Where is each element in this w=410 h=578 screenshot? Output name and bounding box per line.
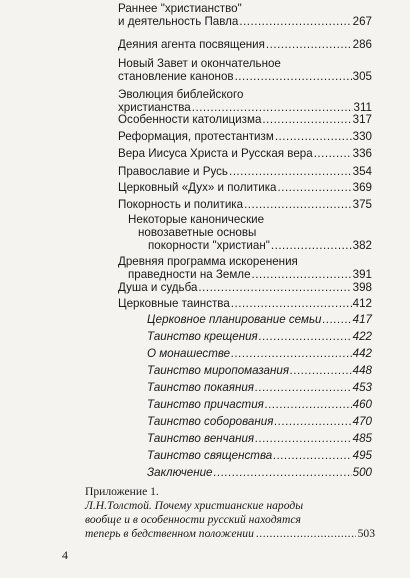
dot-leader	[244, 198, 352, 211]
dot-leader	[256, 527, 356, 541]
toc-subentry-title: Таинство миропомазания	[147, 364, 290, 377]
toc-subentry	[147, 364, 372, 377]
dot-leader	[235, 70, 352, 83]
toc-entry	[118, 38, 372, 51]
toc-subentry	[147, 381, 372, 394]
toc-page-number: 448	[352, 364, 372, 377]
toc-entry	[118, 2, 372, 28]
appendix-line: вообще и в особенности русский находятся	[85, 513, 301, 526]
toc-page-number: 470	[352, 415, 372, 428]
dot-leader	[275, 130, 352, 143]
toc-subentry-title: Таинство венчания	[147, 432, 255, 445]
toc-page-number: 453	[352, 381, 372, 394]
toc-page-number: 422	[352, 330, 372, 343]
appendix-body	[85, 499, 375, 541]
appendix-line: Л.Н.Толстой. Почему христианские народы	[85, 499, 304, 512]
toc-entry-line: Некоторые канонические	[128, 213, 265, 226]
toc-entry	[118, 281, 372, 294]
dot-leader	[259, 330, 352, 343]
dot-leader	[265, 398, 352, 411]
toc-page-number: 417	[352, 313, 372, 326]
toc-page-number: 485	[352, 432, 372, 445]
toc-entry	[118, 165, 372, 178]
toc-entry	[128, 213, 372, 252]
toc-entry	[118, 57, 372, 83]
dot-leader	[274, 415, 351, 428]
toc-entry	[118, 113, 372, 126]
toc-entry-line: праведности на Земле	[128, 268, 251, 281]
dot-leader	[278, 181, 352, 194]
toc-subentry-title: Таинство священства	[147, 449, 273, 462]
toc-entry-line: Раннее "христианство"	[118, 2, 242, 15]
toc-entry	[118, 147, 372, 160]
toc-entry-line: Православие и Русь	[118, 165, 228, 178]
dot-leader	[198, 281, 351, 294]
toc-entry-line: Новый Завет и окончательное	[118, 57, 281, 70]
toc-page-number: 317	[352, 113, 372, 126]
toc-entry	[118, 297, 372, 310]
dot-leader	[314, 147, 352, 160]
appendix-heading: Приложение 1.	[85, 485, 159, 498]
dot-leader	[271, 239, 352, 252]
toc-entry-line: покорности "христиан"	[148, 239, 270, 252]
toc-subentry-title: О монашестве	[147, 347, 231, 360]
appendix-page-number: 503	[357, 527, 375, 540]
toc-page-number: 305	[352, 70, 372, 83]
toc-entry	[118, 255, 372, 281]
toc-entry	[118, 198, 372, 211]
toc-page-number: 311	[353, 101, 372, 114]
toc-entry-line: Церковный «Дух» и политика	[118, 181, 277, 194]
toc-entry-line: Вера Иисуса Христа и Русская вера	[118, 147, 313, 160]
page-number: 4	[62, 548, 68, 562]
toc-entry-line: Особенности католицизма	[118, 113, 262, 126]
dot-leader	[255, 381, 352, 394]
dot-leader	[252, 268, 352, 281]
toc-subentry	[147, 415, 372, 428]
toc-page-number: 460	[352, 398, 372, 411]
dot-leader	[273, 449, 351, 462]
toc-page-number: 267	[352, 15, 372, 28]
toc-page-number: 382	[352, 239, 372, 252]
toc-entry-line: Душа и судьба	[118, 281, 198, 294]
toc-entry-line: становление канонов	[118, 70, 234, 83]
appendix-entry	[85, 485, 375, 541]
toc-subentry-title: Таинство соборования	[147, 415, 274, 428]
toc-entry	[118, 130, 372, 143]
toc-page-number: 412	[352, 297, 372, 310]
toc-subentry	[147, 449, 372, 462]
dot-leader	[266, 38, 352, 51]
toc-entry-line: Покорность и политика	[118, 198, 244, 211]
dot-leader	[262, 113, 351, 126]
toc-page-number: 286	[352, 38, 372, 51]
toc-entry-line: Деяния агента посвящения	[118, 38, 265, 51]
toc-subentry-title: Таинство покаяния	[147, 381, 254, 394]
dot-leader	[323, 313, 352, 326]
toc-page-number: 500	[352, 466, 372, 479]
toc-subentry-title: Заключение	[147, 466, 213, 479]
dot-leader	[231, 297, 352, 310]
toc-subentry	[147, 466, 372, 479]
toc-entry-line: христианства	[118, 101, 191, 114]
toc-page-number: 336	[352, 147, 372, 160]
toc-page-number: 375	[352, 198, 372, 211]
toc-entry	[118, 88, 372, 114]
toc-page-number: 354	[352, 165, 372, 178]
toc-page-number: 495	[352, 449, 372, 462]
toc-entry-line: Древняя программа искоренения	[118, 255, 298, 268]
dot-leader	[255, 432, 352, 445]
toc-subentry	[147, 432, 372, 445]
dot-leader	[231, 347, 352, 360]
toc-entry	[118, 181, 372, 194]
toc-entry-line: Церковные таинства	[118, 297, 230, 310]
toc-subentry-title: Таинство причастия	[147, 398, 264, 411]
toc-subentry	[147, 313, 372, 326]
toc-page-number: 391	[352, 268, 372, 281]
toc-page-number: 442	[352, 347, 372, 360]
toc-page-number: 369	[352, 181, 372, 194]
appendix-line: теперь в бедственном положении	[85, 527, 254, 540]
dot-leader	[214, 466, 352, 479]
toc-subentry	[147, 347, 372, 360]
toc-subentry	[147, 330, 372, 343]
toc-page-number: 330	[352, 130, 372, 143]
dot-leader	[290, 364, 352, 377]
toc-entry-line: Реформация, протестантизм	[118, 130, 274, 143]
toc-entry-line: Эволюция библейского	[118, 88, 244, 101]
dot-leader	[229, 165, 352, 178]
toc-page-number: 398	[352, 281, 372, 294]
toc-entry-line: новозаветные основы	[138, 226, 257, 239]
toc-subentry-title: Церковное планирование семьи	[147, 313, 322, 326]
dot-leader	[239, 15, 351, 28]
toc-entry-line: и деятельность Павла	[118, 15, 239, 28]
toc-subentry	[147, 398, 372, 411]
toc-subentry-title: Таинство крещения	[147, 330, 258, 343]
